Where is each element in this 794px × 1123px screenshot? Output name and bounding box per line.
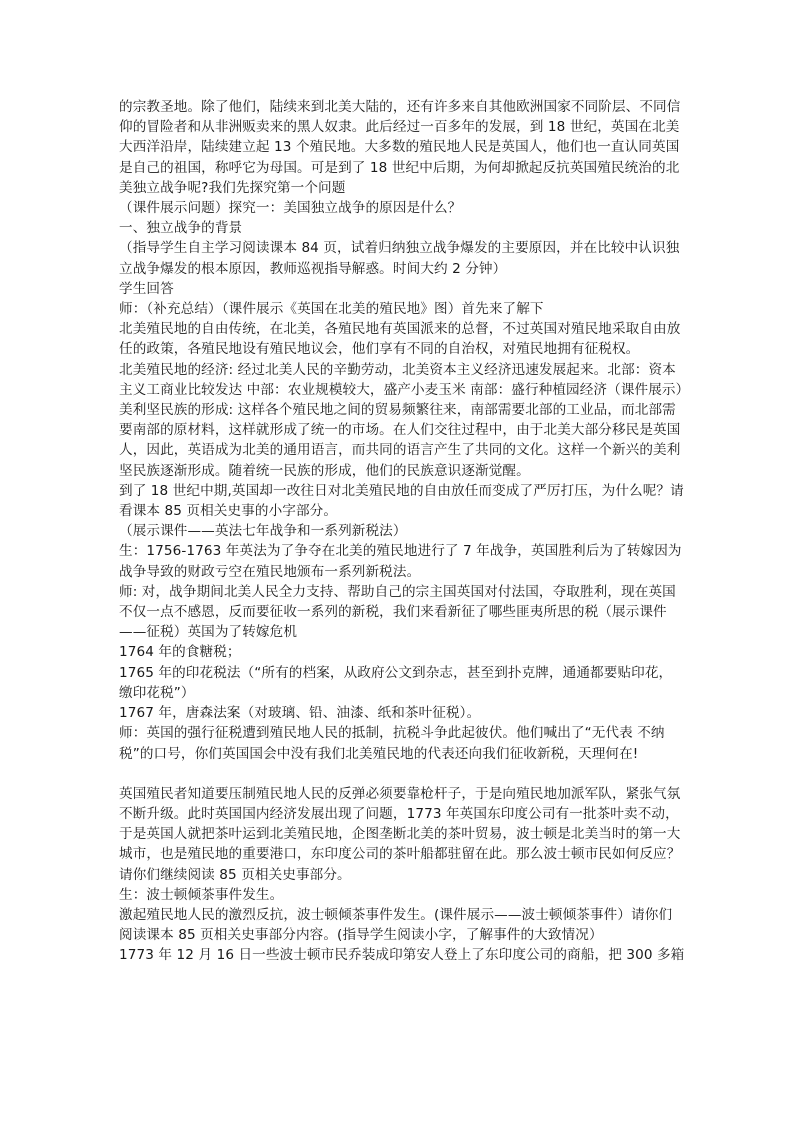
document-body — [119, 97, 690, 966]
paragraph-student-tea-party: 生：波士顿倾茶事件发生。 — [119, 886, 284, 903]
paragraph-tea-party-date: 1773 年 12 月 16 日一些波士顿市民乔装成印第安人登上了东印度公司的商船，把 300 多箱 — [119, 947, 685, 964]
paragraph-student-seven-years-war: 生：1756-1763 年英法为了争夺在北美的殖民地进行了 7 年战争，英国胜利后为了转嫁因为战争导致的财政亏空在殖民地颁布一系列新税法。 — [119, 543, 682, 580]
paragraph-question-one: （课件展示问题）探究一：美国独立战争的原因是什么？ — [119, 200, 462, 217]
paragraph-stamp-act: 1765 年的印花税法（“所有的档案，从政府公文到杂志，甚至到扑克牌，通通都要贴印花，缴印花税”） — [119, 664, 673, 701]
section-heading-background: 一、独立战争的背景 — [119, 220, 243, 237]
paragraph-freedom-tradition: 北美殖民地的自由传统，在北美，各殖民地有英国派来的总督，不过英国对殖民地采取自由放任的政策，各殖民地设有殖民地议会，他们享有不同的自治权，对殖民地拥有征税权。 — [119, 321, 681, 358]
paragraph-student-answer: 学生回答 — [119, 280, 174, 297]
paragraph-troops-tea: 英国殖民者知道要压制殖民地人民的反弹必须要靠枪杆子，于是向殖民地加派军队，紧张气氛不断升级。此时英国国内经济发展出现了问题，1773 年英国东印度公司有一批茶叶卖不动，于是英国人就把茶叶运到北美殖民地，企图垄断北美的茶叶贸易，波士顿是北美当时的第一大城市，也是殖民地的重要港口，东印度公司的茶叶船都驻留在此。那么波士顿市民如何反应？请你们继续阅读 85 页相关史事部分。 — [119, 785, 681, 883]
paragraph-intro-continued: 的宗教圣地。除了他们，陆续来到北美大陆的，还有许多来自其他欧洲国家不同阶层、不同信仰的冒险者和从非洲贩卖来的黑人奴隶。此后经过一百多年的发展，到 18 世纪，英国在北美大西洋沿岸，陆续建立起 13 个殖民地。大多数的殖民地人民是英国人，他们也一直认同英国是自己的祖国，称呼它为母国。可是到了 18 世纪中后期，为何却掀起反抗英国殖民统治的北美独立战争呢?我们先探究第一个问题 — [119, 99, 681, 196]
paragraph-sugar-act: 1764 年的食糖税； — [119, 644, 241, 661]
paragraph-reading-guidance: （指导学生自主学习阅读课本 84 页，试着归纳独立战争爆发的主要原因，并在比较中认识独立战争爆发的根本原因，教师巡视指导解惑。时间大约 2 分钟） — [119, 240, 680, 277]
paragraph-american-nation: 美利坚民族的形成: 这样各个殖民地之间的贸易频繁往来，南部需要北部的工业品，而北部需要南部的原材料，这样就形成了统一的市场。在人们交往过程中，由于北美大部分移民是英国人，因此，英语成为北美的通用语言，而共同的语言产生了共同的文化。这样一个新兴的美利坚民族逐渐形成。随着统一民族的形成，他们的民族意识逐渐觉醒。 — [119, 402, 681, 479]
paragraph-teacher-summary: 师：（补充总结）（课件展示《英国在北美的殖民地》图）首先来了解下 — [119, 301, 544, 318]
paragraph-teacher-new-taxes: 师: 对，战争期间北美人民全力支持、帮助自己的宗主国英国对付法国，夺取胜利，现在英国不仅一点不感恩，反而要征收一系列的新税，我们来看新征了哪些匪夷所思的税（展示课件——征税）英国为了转嫁危机 — [119, 583, 676, 641]
paragraph-townshend-acts: 1767 年，唐森法案（对玻璃、铅、油漆、纸和茶叶征税）。 — [119, 705, 481, 722]
paragraph-no-taxation: 师：英国的强行征税遭到殖民地人民的抵制，抗税斗争此起彼伏。他们喊出了“无代表 不纳税”的口号，你们英国国会中没有我们北美殖民地的代表还向我们征收新税，天理何在! — [119, 725, 665, 762]
paragraph-colonial-economy: 北美殖民地的经济: 经过北美人民的辛勤劳动，北美资本主义经济迅速发展起来。北部：资本主义工商业比较发达 中部：农业规模较大，盛产小麦玉米 南部：盛行种植园经济（课件展示） — [119, 361, 690, 398]
paragraph-british-oppression: 到了 18 世纪中期,英国却一改往日对北美殖民地的自由放任而变成了严厉打压，为什么呢？请看课本 85 页相关史事的小字部分。 — [119, 482, 684, 520]
paragraph-tea-party-reading: 激起殖民地人民的激烈反抗，波士顿倾茶事件发生。(课件展示——波士顿倾茶事件）请你们阅读课本 85 页相关史事部分内容。(指导学生阅读小字，了解事件的大致情况） — [119, 906, 673, 944]
paragraph-courseware-seven-years-war: （展示课件——英法七年战争和一系列新税法） — [119, 523, 407, 540]
